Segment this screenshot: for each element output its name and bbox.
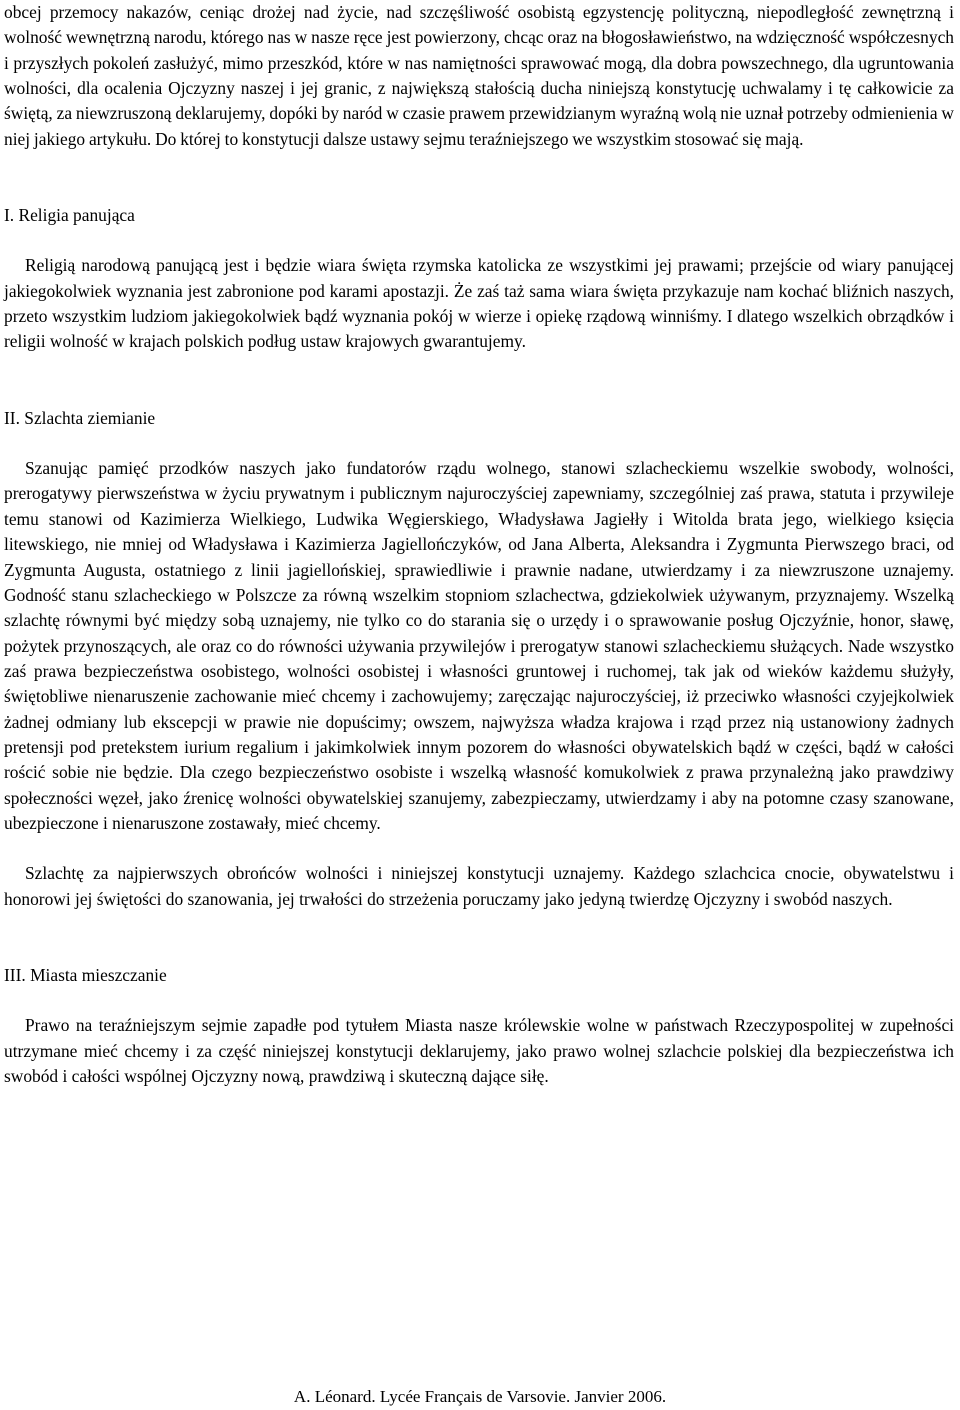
section-towns (4, 963, 954, 1089)
section-paragraph: Szanując pamięć przodków naszych jako fundatorów rządu wolnego, stanowi szlacheckiemu wszelkie swobody, wolności, prerogatywy pierwszeństwa w życiu prywatnym i publicznym najuroczyściej zapewniamy, szczególniej zaś prawa, statuta i przywileje temu stanowi od Kazimierza Wielkiego, Ludwika Węgierskiego, Władysława Jagiełły i Witolda brata jego, wielkiego księcia litewskiego, nie mniej od Władysława i Kazimierza Jagiellończyków, od Jana Alberta, Aleksandra i Zygmunta Pierwszego braci, od Zygmunta Augusta, ostatniego z linii jagiellońskiej, sprawiedliwie i prawnie nadane, utwierdzamy i za niewzruszone uznajemy. Godność stanu szlacheckiego w Polszcze za równą wszelkim stopniom szlachectwa, gdziekolwiek używanym, przyznajemy. Wszelką szlachtę równymi być między sobą uznajemy, nie tylko co do starania się o urzędy i o sprawowanie posług Ojczyźnie, honor, sławę, pożytek przynoszących, ale oraz co do równości używania przywilejów i prerogatyw stanowi szlacheckiemu służących. Nade wszystko zaś prawa bezpieczeństwa osobistego, wolności osobistej i własności gruntowej i ruchomej, tak jak od wieków każdemu służyły, świętobliwe nienaruszenie zachowanie mieć chcemy i zachowujemy; zaręczając najuroczyściej, iż przeciwko własności czyjejkolwiek żadnej odmiany lub ekscepcji w prawie nie dopuścimy; owszem, najwyższa władza krajowa i rząd przez nią ustanowiony żadnych pretensji pod pretekstem iurium regalium i jakimkolwiek innym pozorem do własności obywatelskich bądź w części, bądź w całości rościć sobie nie będzie. Dla czego bezpieczeństwo osobiste i wszelką własność komukolwiek z prawa przynależną jako prawdziwy społeczności węzeł, jako źrenicę wolności obywatelskiej szanujemy, zabezpieczamy, utwierdzamy i aby na potomne czasy szanowane, ubezpieczone i nienaruszone zostawały, mieć chcemy. (4, 458, 954, 833)
section-religion (4, 203, 954, 355)
section-heading: II. Szlachta ziemianie (4, 407, 156, 428)
intro-paragraph: obcej przemocy nakazów, ceniąc drożej nad życie, nad szczęśliwość osobistą egzystencję polityczną, niepodległość zewnętrzną i wolność wewnętrzną narodu, którego nas w nasze ręce jest powierzony, chcąc oraz na błogosławieństwo, na wdzięczność współczesnych i przyszłych pokoleń zasłużyć, mimo przeszkód, które w nas namiętności sprawować mogą, dla dobra powszechnego, dla ugruntowania wolności, dla ocalenia Ojczyzny naszej i jej granic, z największą stałością ducha niniejszą konstytucję uchwalamy i tę całkowicie za świętą, za niewzruszoną deklarujemy, dopóki by naród w czasie prawem przewidzianym wyraźną wolą nie uznał potrzeby odmienienia w niej jakiego artykułu. Do której to konstytucji dalsze ustawy sejmu teraźniejszego we wszystkim stosować się mają. (4, 2, 954, 149)
section-heading: III. Miasta mieszczanie (4, 964, 167, 985)
section-paragraph: Religią narodową panującą jest i będzie wiara święta rzymska katolicka ze wszystkimi jej prawami; przejście od wiary panującej jakiegokolwiek wyznania jest zabronione pod karami apostazji. Że zaś taż sama wiara święta przykazuje nam kochać bliźnich naszych, przeto wszystkim ludziom jakiegokolwiek bądź wyznania pokój w wierze i opiekę rządową winniśmy. I dlatego wszelkich obrządków i religii wolność w krajach polskich podług ustaw krajowych gwarantujemy. (4, 255, 954, 352)
section-paragraph: Szlachtę za najpierwszych obrońców wolności i niniejszej konstytucji uznajemy. Każdego szlachcica cnocie, obywatelstwu i honorowi jej świętości do szanowania, jej trwałości do strzeżenia poruczamy jako jedyną twierdzę Ojczyzny i swobód naszych. (4, 863, 954, 909)
page-footer: A. Léonard. Lycée Français de Varsovie. Janvier 2006. (293, 1387, 667, 1406)
section-paragraph: Prawo na teraźniejszym sejmie zapadłe pod tytułem Miasta nasze królewskie wolne w państwach Rzeczypospolitej w zupełności utrzymane mieć chcemy i za część niniejszej konstytucji deklarujemy, jako prawo wolnej szlachcie polskiej dla bezpieczeństwa ich swobód i całości wspólnej Ojczyzny nową, prawdziwą i skuteczną dające siłę. (4, 1015, 954, 1086)
section-nobility (4, 406, 954, 912)
document-page (4, 0, 954, 1089)
section-heading: I. Religia panująca (4, 205, 135, 226)
